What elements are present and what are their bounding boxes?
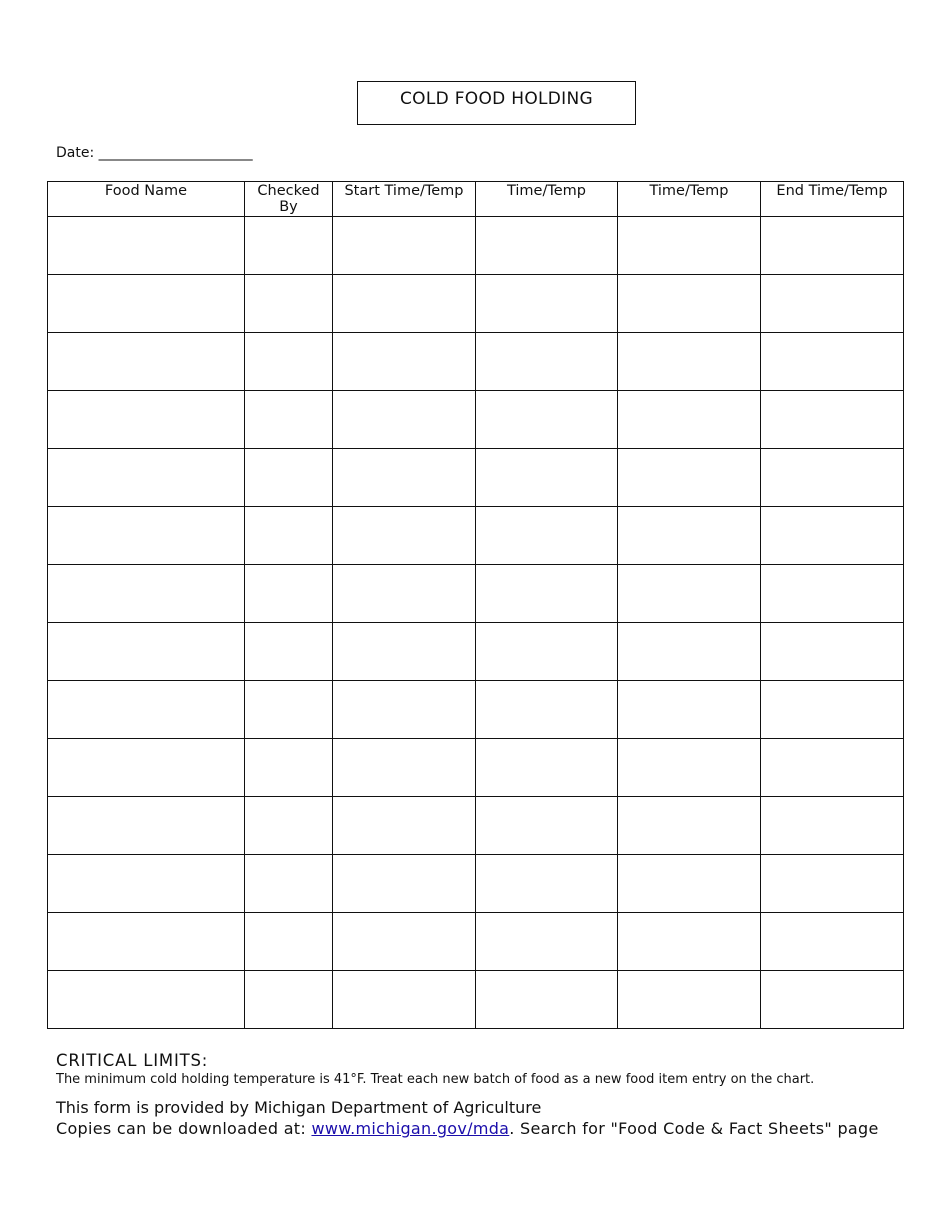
date-field[interactable]: Date: ______________________ [56, 145, 253, 161]
checked-by-cell[interactable] [245, 681, 333, 739]
copies-suffix: . Search for "Food Code & Fact Sheets" page [509, 1119, 879, 1138]
food-name-cell[interactable] [48, 623, 245, 681]
time-temp-cell-1[interactable] [476, 449, 618, 507]
start-time-temp-cell[interactable] [333, 797, 476, 855]
food-name-cell[interactable] [48, 855, 245, 913]
food-name-cell[interactable] [48, 507, 245, 565]
end-time-temp-cell[interactable] [761, 623, 904, 681]
critical-limits-text: The minimum cold holding temperature is 41°F. Treat each new batch of food as a new food item entry on the chart. [56, 1072, 815, 1087]
time-temp-cell-1[interactable] [476, 681, 618, 739]
start-time-temp-cell[interactable] [333, 507, 476, 565]
header-checked-by: Checked By [245, 182, 333, 217]
time-temp-cell-1[interactable] [476, 565, 618, 623]
checked-by-cell[interactable] [245, 217, 333, 275]
start-time-temp-cell[interactable] [333, 739, 476, 797]
table-row [48, 913, 904, 971]
table-row [48, 855, 904, 913]
table-row [48, 333, 904, 391]
start-time-temp-cell[interactable] [333, 681, 476, 739]
time-temp-cell-2[interactable] [618, 971, 761, 1029]
time-temp-cell-1[interactable] [476, 275, 618, 333]
food-name-cell[interactable] [48, 681, 245, 739]
checked-by-cell[interactable] [245, 797, 333, 855]
table-body [48, 217, 904, 1029]
checked-by-cell[interactable] [245, 971, 333, 1029]
food-name-cell[interactable] [48, 739, 245, 797]
food-name-cell[interactable] [48, 971, 245, 1029]
time-temp-cell-1[interactable] [476, 217, 618, 275]
end-time-temp-cell[interactable] [761, 971, 904, 1029]
provided-by-text: This form is provided by Michigan Department of Agriculture [56, 1098, 542, 1117]
copies-download-text [56, 1119, 879, 1138]
table-row [48, 971, 904, 1029]
form-title [357, 81, 636, 125]
end-time-temp-cell[interactable] [761, 855, 904, 913]
end-time-temp-cell[interactable] [761, 391, 904, 449]
time-temp-cell-2[interactable] [618, 797, 761, 855]
time-temp-cell-1[interactable] [476, 333, 618, 391]
end-time-temp-cell[interactable] [761, 565, 904, 623]
header-start-time-temp: Start Time/Temp [333, 182, 476, 217]
time-temp-cell-1[interactable] [476, 971, 618, 1029]
table-row [48, 275, 904, 333]
start-time-temp-cell[interactable] [333, 449, 476, 507]
header-end-time-temp: End Time/Temp [761, 182, 904, 217]
table-row [48, 681, 904, 739]
form-title-text: COLD FOOD HOLDING [400, 89, 593, 109]
time-temp-cell-2[interactable] [618, 275, 761, 333]
table-row [48, 391, 904, 449]
time-temp-cell-1[interactable] [476, 391, 618, 449]
time-temp-cell-2[interactable] [618, 507, 761, 565]
food-name-cell[interactable] [48, 275, 245, 333]
table-row [48, 739, 904, 797]
checked-by-cell[interactable] [245, 449, 333, 507]
checked-by-cell[interactable] [245, 275, 333, 333]
time-temp-cell-2[interactable] [618, 391, 761, 449]
start-time-temp-cell[interactable] [333, 391, 476, 449]
start-time-temp-cell[interactable] [333, 333, 476, 391]
food-name-cell[interactable] [48, 391, 245, 449]
checked-by-cell[interactable] [245, 623, 333, 681]
checked-by-cell[interactable] [245, 333, 333, 391]
start-time-temp-cell[interactable] [333, 565, 476, 623]
time-temp-cell-2[interactable] [618, 739, 761, 797]
food-name-cell[interactable] [48, 565, 245, 623]
time-temp-cell-1[interactable] [476, 797, 618, 855]
time-temp-cell-2[interactable] [618, 333, 761, 391]
table-header-row [48, 182, 904, 217]
time-temp-cell-1[interactable] [476, 739, 618, 797]
start-time-temp-cell[interactable] [333, 275, 476, 333]
header-food-name: Food Name [48, 182, 245, 217]
end-time-temp-cell[interactable] [761, 913, 904, 971]
time-temp-cell-1[interactable] [476, 855, 618, 913]
time-temp-cell-2[interactable] [618, 217, 761, 275]
time-temp-cell-1[interactable] [476, 623, 618, 681]
food-name-cell[interactable] [48, 913, 245, 971]
checked-by-cell[interactable] [245, 739, 333, 797]
start-time-temp-cell[interactable] [333, 971, 476, 1029]
end-time-temp-cell[interactable] [761, 681, 904, 739]
start-time-temp-cell[interactable] [333, 217, 476, 275]
copies-prefix: Copies can be downloaded at: [56, 1119, 312, 1138]
time-temp-cell-2[interactable] [618, 565, 761, 623]
start-time-temp-cell[interactable] [333, 855, 476, 913]
table-row [48, 217, 904, 275]
time-temp-cell-2[interactable] [618, 623, 761, 681]
start-time-temp-cell[interactable] [333, 623, 476, 681]
end-time-temp-cell[interactable] [761, 333, 904, 391]
time-temp-cell-2[interactable] [618, 449, 761, 507]
time-temp-cell-1[interactable] [476, 913, 618, 971]
time-temp-cell-2[interactable] [618, 855, 761, 913]
start-time-temp-cell[interactable] [333, 913, 476, 971]
header-time-temp-1: Time/Temp [476, 182, 618, 217]
end-time-temp-cell[interactable] [761, 217, 904, 275]
critical-limits-heading: CRITICAL LIMITS: [56, 1051, 209, 1070]
checked-by-cell[interactable] [245, 855, 333, 913]
checked-by-cell[interactable] [245, 391, 333, 449]
food-name-cell[interactable] [48, 333, 245, 391]
end-time-temp-cell[interactable] [761, 797, 904, 855]
table-row [48, 623, 904, 681]
time-temp-cell-2[interactable] [618, 681, 761, 739]
mda-link[interactable]: www.michigan.gov/mda [311, 1119, 510, 1138]
checked-by-cell[interactable] [245, 565, 333, 623]
end-time-temp-cell[interactable] [761, 739, 904, 797]
food-name-cell[interactable] [48, 449, 245, 507]
time-temp-cell-1[interactable] [476, 507, 618, 565]
food-name-cell[interactable] [48, 797, 245, 855]
table-row [48, 449, 904, 507]
food-name-cell[interactable] [48, 217, 245, 275]
time-temp-cell-2[interactable] [618, 913, 761, 971]
table-row [48, 507, 904, 565]
end-time-temp-cell[interactable] [761, 449, 904, 507]
end-time-temp-cell[interactable] [761, 275, 904, 333]
table-row [48, 565, 904, 623]
end-time-temp-cell[interactable] [761, 507, 904, 565]
table-row [48, 797, 904, 855]
checked-by-cell[interactable] [245, 913, 333, 971]
checked-by-cell[interactable] [245, 507, 333, 565]
cold-holding-log-table [47, 181, 904, 1029]
header-time-temp-2: Time/Temp [618, 182, 761, 217]
